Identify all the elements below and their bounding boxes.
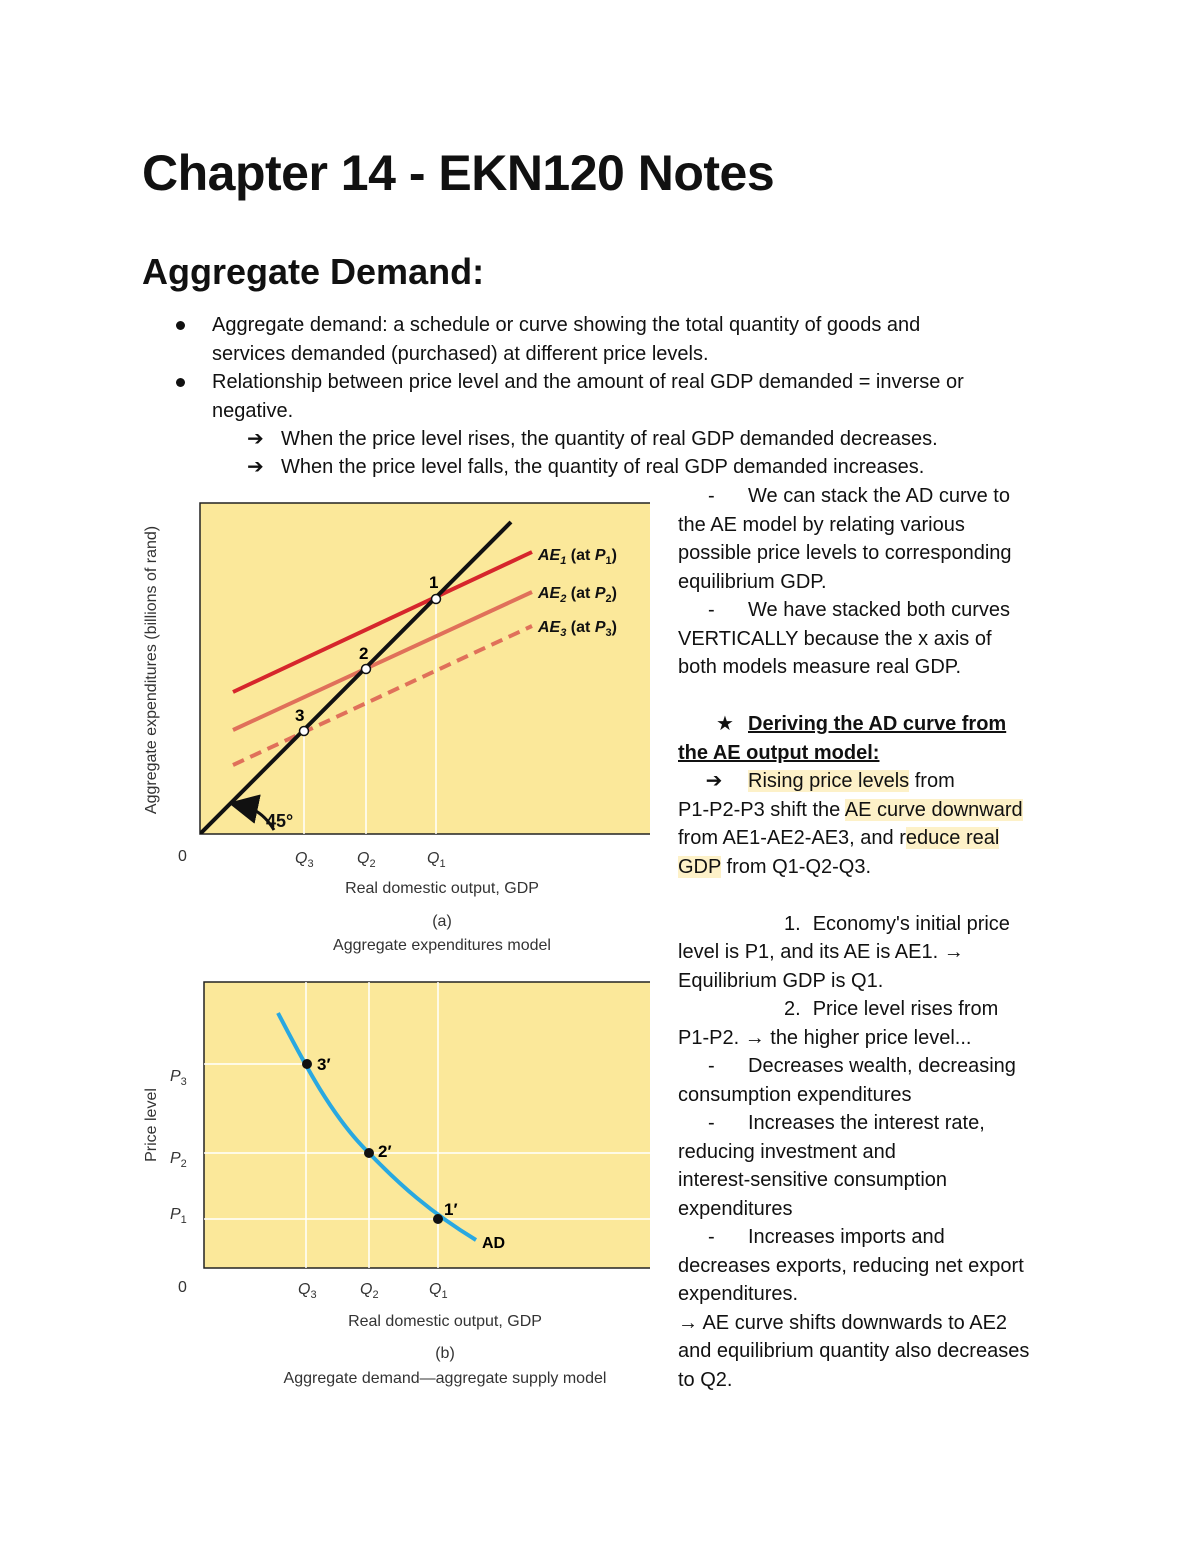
note-line	[678, 767, 1070, 796]
note-line: the AE model by relating various	[678, 513, 965, 536]
x-tick-q3: $Q_3$	[298, 1281, 317, 1301]
note-line	[678, 1109, 1070, 1138]
arrow-icon: ➔	[247, 428, 264, 450]
note-text: P1-P2-P3 shift the	[678, 798, 845, 821]
note-line: → AE curve shifts downwards to AE2	[678, 1311, 1008, 1334]
legend-ae2: $AE_2$ (at $P_2$)	[538, 585, 617, 605]
dash-marker: -	[708, 485, 715, 507]
bullet-dot	[176, 378, 185, 387]
origin-label: 0	[178, 848, 187, 865]
x-tick-q1: $Q_1$	[429, 1281, 448, 1301]
ad-point-2	[364, 1148, 374, 1158]
note-line: Equilibrium GDP is Q1.	[678, 969, 884, 992]
sub-bullet	[247, 453, 924, 482]
bullet-text: services demanded (purchased) at different price levels.	[212, 342, 709, 365]
star-heading-text: Deriving the AD curve from	[748, 713, 1007, 735]
note-line: VERTICALLY because the x axis of	[678, 627, 992, 650]
note-line: level is P1, and its AE is AE1. →	[678, 941, 964, 963]
origin-label: 0	[178, 1279, 187, 1296]
note-line: equilibrium GDP.	[678, 570, 827, 593]
note-line	[678, 796, 1070, 825]
item-number: 2.	[784, 998, 801, 1020]
chart-b-title: Aggregate demand—aggregate supply model	[283, 1370, 607, 1387]
note-line: and equilibrium quantity also decreases	[678, 1340, 1030, 1362]
bullet-dot	[176, 321, 185, 330]
ad-point-label-1: 1′	[444, 1200, 458, 1219]
equilibrium-point-3	[300, 727, 309, 736]
note-text: from Q1-Q2-Q3.	[720, 855, 872, 878]
point-label-2: 2	[359, 644, 369, 663]
note-line	[678, 596, 1070, 625]
star-heading	[678, 710, 1070, 739]
y-axis-label: Aggregate expenditures (billions of rand)	[143, 525, 160, 815]
highlight-text: AE curve downward	[844, 798, 1023, 821]
highlight-text: Rising price levels	[748, 770, 910, 792]
chart-aggregate-expenditures	[130, 495, 650, 965]
note-line: both models measure real GDP.	[678, 656, 962, 678]
arrow-icon: ➔	[705, 770, 723, 792]
dash-marker: -	[708, 1112, 715, 1134]
x-tick-q1: $Q_1$	[427, 850, 446, 870]
ad-point-1	[433, 1214, 443, 1224]
item-number: 1.	[784, 912, 801, 935]
note-line	[678, 824, 1070, 853]
note-line: interest-sensitive consumption	[678, 1169, 948, 1191]
note-text: from	[909, 770, 955, 792]
note-text: Decreases wealth, decreasing	[748, 1055, 1016, 1077]
legend-ae1: $AE_1$ (at $P_1$)	[538, 547, 617, 567]
highlight-text: educe real	[905, 827, 1000, 849]
chart-b-panel	[204, 982, 650, 1268]
angle-label: 45°	[266, 811, 294, 831]
note-text: We have stacked both curves	[748, 599, 1010, 621]
note-line: consumption expenditures	[678, 1083, 912, 1106]
note-line: expenditures	[678, 1197, 793, 1220]
page-title: Chapter 14 - EKN120 Notes	[142, 145, 775, 201]
note-line	[678, 853, 1070, 882]
note-text: Economy's initial price	[812, 912, 1010, 935]
ad-point-label-2: 2′	[378, 1142, 392, 1161]
bullet-text: negative.	[212, 399, 294, 422]
note-text: Increases imports and	[748, 1226, 945, 1248]
star-heading-text: the AE output model:	[678, 741, 880, 764]
section-heading: Aggregate Demand:	[142, 251, 485, 292]
note-text: Price level rises from	[812, 998, 999, 1020]
spacer	[678, 881, 1070, 910]
y-tick-p1: $P_1$	[170, 1206, 187, 1226]
y-axis-label: Price level	[143, 1088, 160, 1162]
equilibrium-point-2	[362, 665, 371, 674]
chart-a-title: Aggregate expenditures model	[333, 937, 551, 954]
highlight-text: GDP	[678, 855, 721, 878]
x-tick-q2: $Q_2$	[360, 1281, 379, 1301]
point-label-3: 3	[295, 706, 305, 725]
numbered-item	[678, 995, 1070, 1024]
right-notes	[678, 482, 1070, 1394]
bullet-text: Aggregate demand: a schedule or curve showing the total quantity of goods and	[212, 314, 921, 336]
chart-b-caption: (b)	[435, 1345, 455, 1362]
ad-point-label-3: 3′	[317, 1055, 331, 1074]
note-line	[678, 1052, 1070, 1081]
bullet-item	[212, 368, 1072, 425]
note-line: decreases exports, reducing net export	[678, 1254, 1024, 1277]
star-icon: ★	[716, 713, 734, 735]
numbered-item	[678, 910, 1070, 939]
point-label-1: 1	[429, 573, 439, 592]
note-line: to Q2.	[678, 1368, 733, 1391]
sub-bullet-text: When the price level falls, the quantity of real GDP demanded increases.	[281, 456, 925, 478]
ad-label: AD	[482, 1235, 506, 1252]
note-line: expenditures.	[678, 1283, 799, 1305]
note-line: reducing investment and	[678, 1140, 896, 1163]
x-axis-label: Real domestic output, GDP	[348, 1313, 542, 1330]
chart-aggregate-demand	[130, 970, 650, 1395]
bullet-item	[212, 311, 1072, 368]
sub-bullet	[247, 425, 938, 454]
dash-marker: -	[708, 1055, 715, 1077]
sub-bullet-text: When the price level rises, the quantity of real GDP demanded decreases.	[281, 428, 938, 450]
bullet-text: Relationship between price level and the amount of real GDP demanded = inverse or	[212, 371, 964, 393]
note-line	[678, 482, 1070, 511]
arrow-icon: ➔	[247, 456, 264, 478]
dash-marker: -	[708, 599, 715, 621]
x-axis-label: Real domestic output, GDP	[345, 880, 539, 897]
note-text: We can stack the AD curve to	[748, 485, 1010, 507]
spacer	[678, 682, 1070, 711]
equilibrium-point-1	[432, 595, 441, 604]
dash-marker: -	[708, 1226, 715, 1248]
y-tick-p3: $P_3$	[170, 1068, 187, 1088]
y-tick-p2: $P_2$	[170, 1150, 187, 1170]
note-text: Increases the interest rate,	[748, 1112, 985, 1134]
note-line	[678, 1223, 1070, 1252]
note-line: P1-P2. → the higher price level...	[678, 1026, 972, 1049]
chart-a-caption: (a)	[432, 913, 452, 930]
legend-ae3: $AE_3$ (at $P_3$)	[538, 619, 617, 639]
note-line: possible price levels to corresponding	[678, 542, 1012, 564]
note-text: from AE1-AE2-AE3, and r	[678, 827, 906, 849]
x-tick-q3: $Q_3$	[295, 850, 314, 870]
x-tick-q2: $Q_2$	[357, 850, 376, 870]
ad-point-3	[302, 1059, 312, 1069]
